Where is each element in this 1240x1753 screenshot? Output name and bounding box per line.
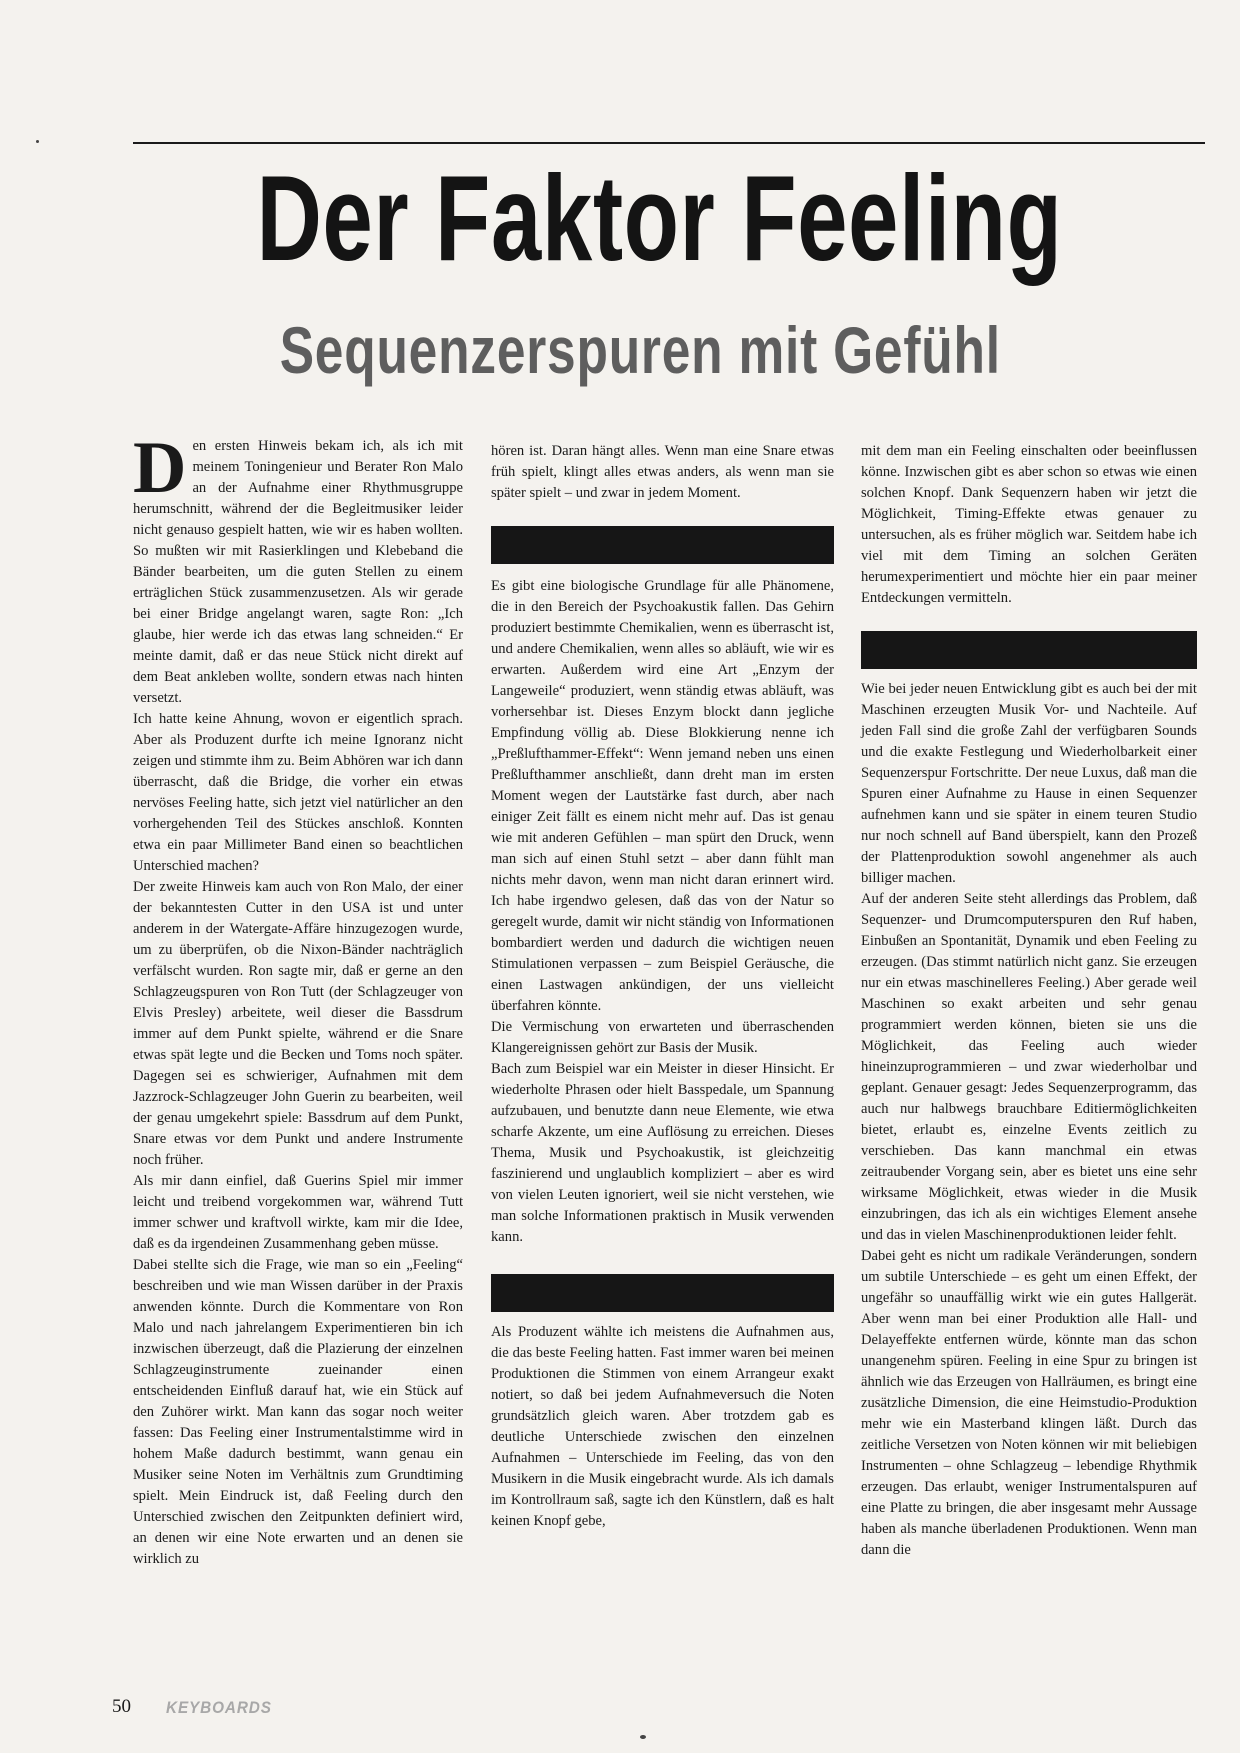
magazine-logo: KEYBOARDS — [166, 1698, 272, 1717]
paragraph: Es gibt eine biologische Grundlage für alle Phänomene, die in den Bereich der Psychoakustik fallen. Das Gehirn produziert bestimmte Chemikalien, wenn es überrascht ist, und andere Chemikalien, wenn alles so abläuft, wie wir es erwarten. Außerdem wird eine Art „Enzym der Langeweile“ produziert, wenn ständig etwas abläuft, was vorhersehbar ist. Dieses Enzym blockt dann jegliche Empfindung völlig ab. Diese Blokkierung nenne ich „Preßlufthammer-Effekt“: Wenn jemand neben uns einen Preßlufthammer anschließt, dann dreht man im ersten Moment wegen der Lautstärke fast durch, aber nach einiger Zeit fällt es einem nicht mehr auf. Das ist genau wie mit anderen Gefühlen – man spürt den Druck, wenn man sich auf einen Stuhl setzt – aber dann fühlt man nichts mehr davon, wenn man nicht daran erinnert wird. Ich habe irgendwo gelesen, daß das von der Natur so geregelt wurde, damit wir nicht ständig von Informationen bombardiert werden und dadurch die wichtigen neuen Stimulationen verpassen – zum Beispiel Geräusche, die einen Lastwagen ankündigen, der uns vielleicht überfahren könnte. — [491, 578, 834, 1014]
paragraph: Den ersten Hinweis bekam ich, als ich mit meinem Toningenieur und Berater Ron Malo an der Aufnahme einer Rhythmusgruppe herumschnitt, während der die Begleitmusiker leider nicht genauso gespielt hatten, wie wir es haben wollten. So mußten wir mit Rasierklingen und Klebeband die Bänder bearbeiten, um die guten Stellen zu einem erträglichen Stück zusammenzusetzen. Als wir gerade bei einer Bridge angelangt waren, sagte Ron: „Ich glaube, hier werde ich das etwas lang schneiden.“ Er meinte damit, daß er das neue Stück nicht direkt auf dem Beat ankleben wollte, sondern etwas nach hinten versetzt. — [133, 427, 463, 706]
text-column-1 — [133, 427, 463, 1570]
paragraph: Bach zum Beispiel war ein Meister in dieser Hinsicht. Er wiederholte Phrasen oder hielt Basspedale, um Spannung aufzubauen, und benutzte dann neue Elemente, wie etwa scharfe Akzente, um eine Auflösung zu erreichen. Dieses Thema, Musik und Psychoakustik, ist gleichzeitig faszinierend und unglaublich kompliziert – aber es wird von vielen Leuten ignoriert, weil sie nicht verstehen, wie man solche Informationen praktisch in Musik verwenden kann. — [491, 1061, 834, 1245]
subtitle-block — [240, 312, 1040, 388]
section-heading-bar — [491, 1274, 834, 1312]
paragraph: Dabei geht es nicht um radikale Veränderungen, sondern um subtile Unterschiede – es geht um einen Effekt, der ungefähr so unauffällig wirkt wie ein gutes Hallgerät. Aber wenn man bei einer Produktion alle Hall- und Delayeffekte entfernen würde, könnte man das schon unangenehm spüren. Feeling in eine Spur zu bringen ist ähnlich wie das Erzeugen von Hallräumen, es bringt eine zusätzliche Dimension, die eine Heimstudio-Produktion mehr wie ein Masterband klingen läßt. Durch das zeitliche Versetzen von Noten können wir mit beliebigen Instrumenten – ohne Schlagzeug – lebendige Rhythmik erzeugen. Das erlaubt, weniger Instrumentalspuren auf eine Platte zu bringen, die aber insgesamt mehr Aussage haben als manche überladenen Produktionen. Wenn man dann die — [861, 1248, 1197, 1558]
paragraph: Als Produzent wählte ich meistens die Aufnahmen aus, die das beste Feeling hatten. Fast immer waren bei meinen Produktionen die Stimmen von einem Arrangeur exakt notiert, so daß bei jedem Aufnahmeversuch die Noten grundsätzlich gleich waren. Aber trotzdem gab es deutliche Unterschiede zwischen den einzelnen Aufnahmen – Unterschiede im Feeling, das von den Musikern in die Musik eingebracht wurde. Als ich damals im Kontrollraum saß, sagte ich den Künstlern, daß es halt keinen Knopf gebe, — [491, 1324, 834, 1529]
paragraph: Als mir dann einfiel, daß Guerins Spiel mir immer leicht und treibend vorgekommen war, während Tutt immer schwer und kraftvoll wirkte, kam mir die Idee, daß es da irgendeinen Zusammenhang geben müsse. — [133, 1173, 463, 1252]
paragraph: Wie bei jeder neuen Entwicklung gibt es auch bei der mit Maschinen erzeugten Musik Vor- und Nachteile. Auf jeden Fall sind die große Zahl der verfügbaren Sounds und die exakte Festlegung und Wiederholbarkeit einer Sequenzerspur Fortschritte. Der neue Luxus, daß man die Spuren einer Aufnahme zu Hause in einen Sequenzer aufnehmen kann und sie später in einem teuren Studio nur noch schnell auf Band überspielt, kann den Prozeß der Plattenproduktion sowohl angenehmer als auch billiger machen. — [861, 681, 1197, 886]
paragraph: mit dem man ein Feeling einschalten oder beeinflussen könne. Inzwischen gibt es aber schon so etwas wie einen solchen Knopf. Dank Sequenzern haben wir jetzt die Möglichkeit, Timing-Effekte etwas genauer zu untersuchen, als es früher möglich war. Seitdem habe ich viel mit dem Timing an solchen Geräten herumexperimentiert und möchte hier ein paar meiner Entdeckungen vermitteln. — [861, 443, 1197, 606]
headline-block — [140, 148, 1180, 288]
paragraph: hören ist. Daran hängt alles. Wenn man eine Snare etwas früh spielt, klingt alles etwas anders, als wenn man sie später spielt – und zwar in jedem Moment. — [491, 443, 834, 501]
page-number: 50 — [112, 1696, 131, 1717]
paragraph: Der zweite Hinweis kam auch von Ron Malo, der einer der bekanntesten Cutter in den USA ist und unter anderem in der Watergate-Affäre hinzugezogen wurde, um zu überprüfen, ob die Nixon-Bänder nachträglich verfälscht wurden. Ron sagte mir, daß er gerne an den Schlagzeugspuren von Ron Tutt (der Schlagzeuger von Elvis Presley) arbeitete, weil dieser die Bassdrum immer auf dem Punkt spielte, während er die Snare etwas spät legte und die Becken und Toms noch später. Dagegen sei es schwieriger, Aufnahmen mit dem Jazzrock-Schlagzeuger John Guerin zu bearbeiten, weil der genau umgekehrt spiele: Bassdrum auf dem Punkt, Snare etwas vor dem Punkt und andere Instrumente noch früher. — [133, 879, 463, 1168]
scan-speck — [640, 1735, 646, 1739]
paragraph: Ich hatte keine Ahnung, wovon er eigentlich sprach. Aber als Produzent durfte ich meine Ignoranz nicht zeigen und stimmte ihm zu. Beim Abhören war ich dann überrascht, daß die Bridge, die vorher ein etwas nervöses Feeling hatte, sich jetzt viel natürlicher an den vorhergehenden Teil des Stückes anschloß. Konnten etwa ein paar Millimeter Band einen so beachtlichen Unterschied machen? — [133, 711, 463, 874]
text-column-2 — [491, 441, 834, 1532]
section-heading-bar — [491, 526, 834, 564]
paragraph: Die Vermischung von erwarteten und überraschenden Klangereignissen gehört zur Basis der Musik. — [491, 1019, 834, 1056]
article-subtitle: Sequenzerspuren mit Gefühl — [279, 313, 1001, 387]
drop-cap: D — [133, 427, 187, 509]
top-rule — [133, 142, 1205, 144]
article-title: Der Faktor Feeling — [257, 150, 1063, 286]
scan-speck — [36, 140, 39, 143]
paragraph: Auf der anderen Seite steht allerdings das Problem, daß Sequenzer- und Drumcomputerspuren den Ruf haben, Einbußen an Spontanität, Dynamik und eben Feeling zu erzeugen. (Das stimmt natürlich nicht ganz. Sie erzeugen nur ein etwas maschinelleres Feeling.) Aber gerade weil Maschinen so exakt arbeiten und sehr genau programmiert werden können, bieten sie uns die Möglichkeit, das Feeling auch wieder hineinzuprogrammieren – und zwar wiederholbar und geplant. Genauer gesagt: Jedes Sequenzerprogramm, das auch nur halbwegs brauchbare Editiermöglichkeiten bietet, erlaubt es, einzelne Events zeitlich zu verschieben. Das kann manchmal ein etwas zeitraubender Vorgang sein, aber es bietet uns eine sehr wirksame Möglichkeit, etwas wieder in die Musik einzubringen, das ich als ein wichtiges Element ansehe und das in vielen Maschinenproduktionen leider fehlt. — [861, 891, 1197, 1243]
paragraph: Dabei stellte sich die Frage, wie man so ein „Feeling“ beschreiben und wie man Wissen darüber in der Praxis anwenden könnte. Durch die Kommentare von Ron Malo und nach jahrelangem Experimentieren bin ich inzwischen überzeugt, daß die Plazierung der einzelnen Schlagzeuginstrumente zueinander einen entscheidenden Einfluß darauf hat, wie ein Stück auf den Zuhörer wirkt. Man kann das sogar noch weiter fassen: Das Feeling einer Instrumentalstimme wird in hohem Maße dadurch bestimmt, wann genau ein Musiker seine Noten im Verhältnis zum Grundtiming spielt. Mein Eindruck ist, daß Feeling durch den Unterschied zwischen den Zeitpunkten definiert wird, an denen wir eine Note erwarten und an denen sie wirklich zu — [133, 1257, 463, 1567]
section-heading-bar — [861, 631, 1197, 669]
text-column-3 — [861, 441, 1197, 1561]
